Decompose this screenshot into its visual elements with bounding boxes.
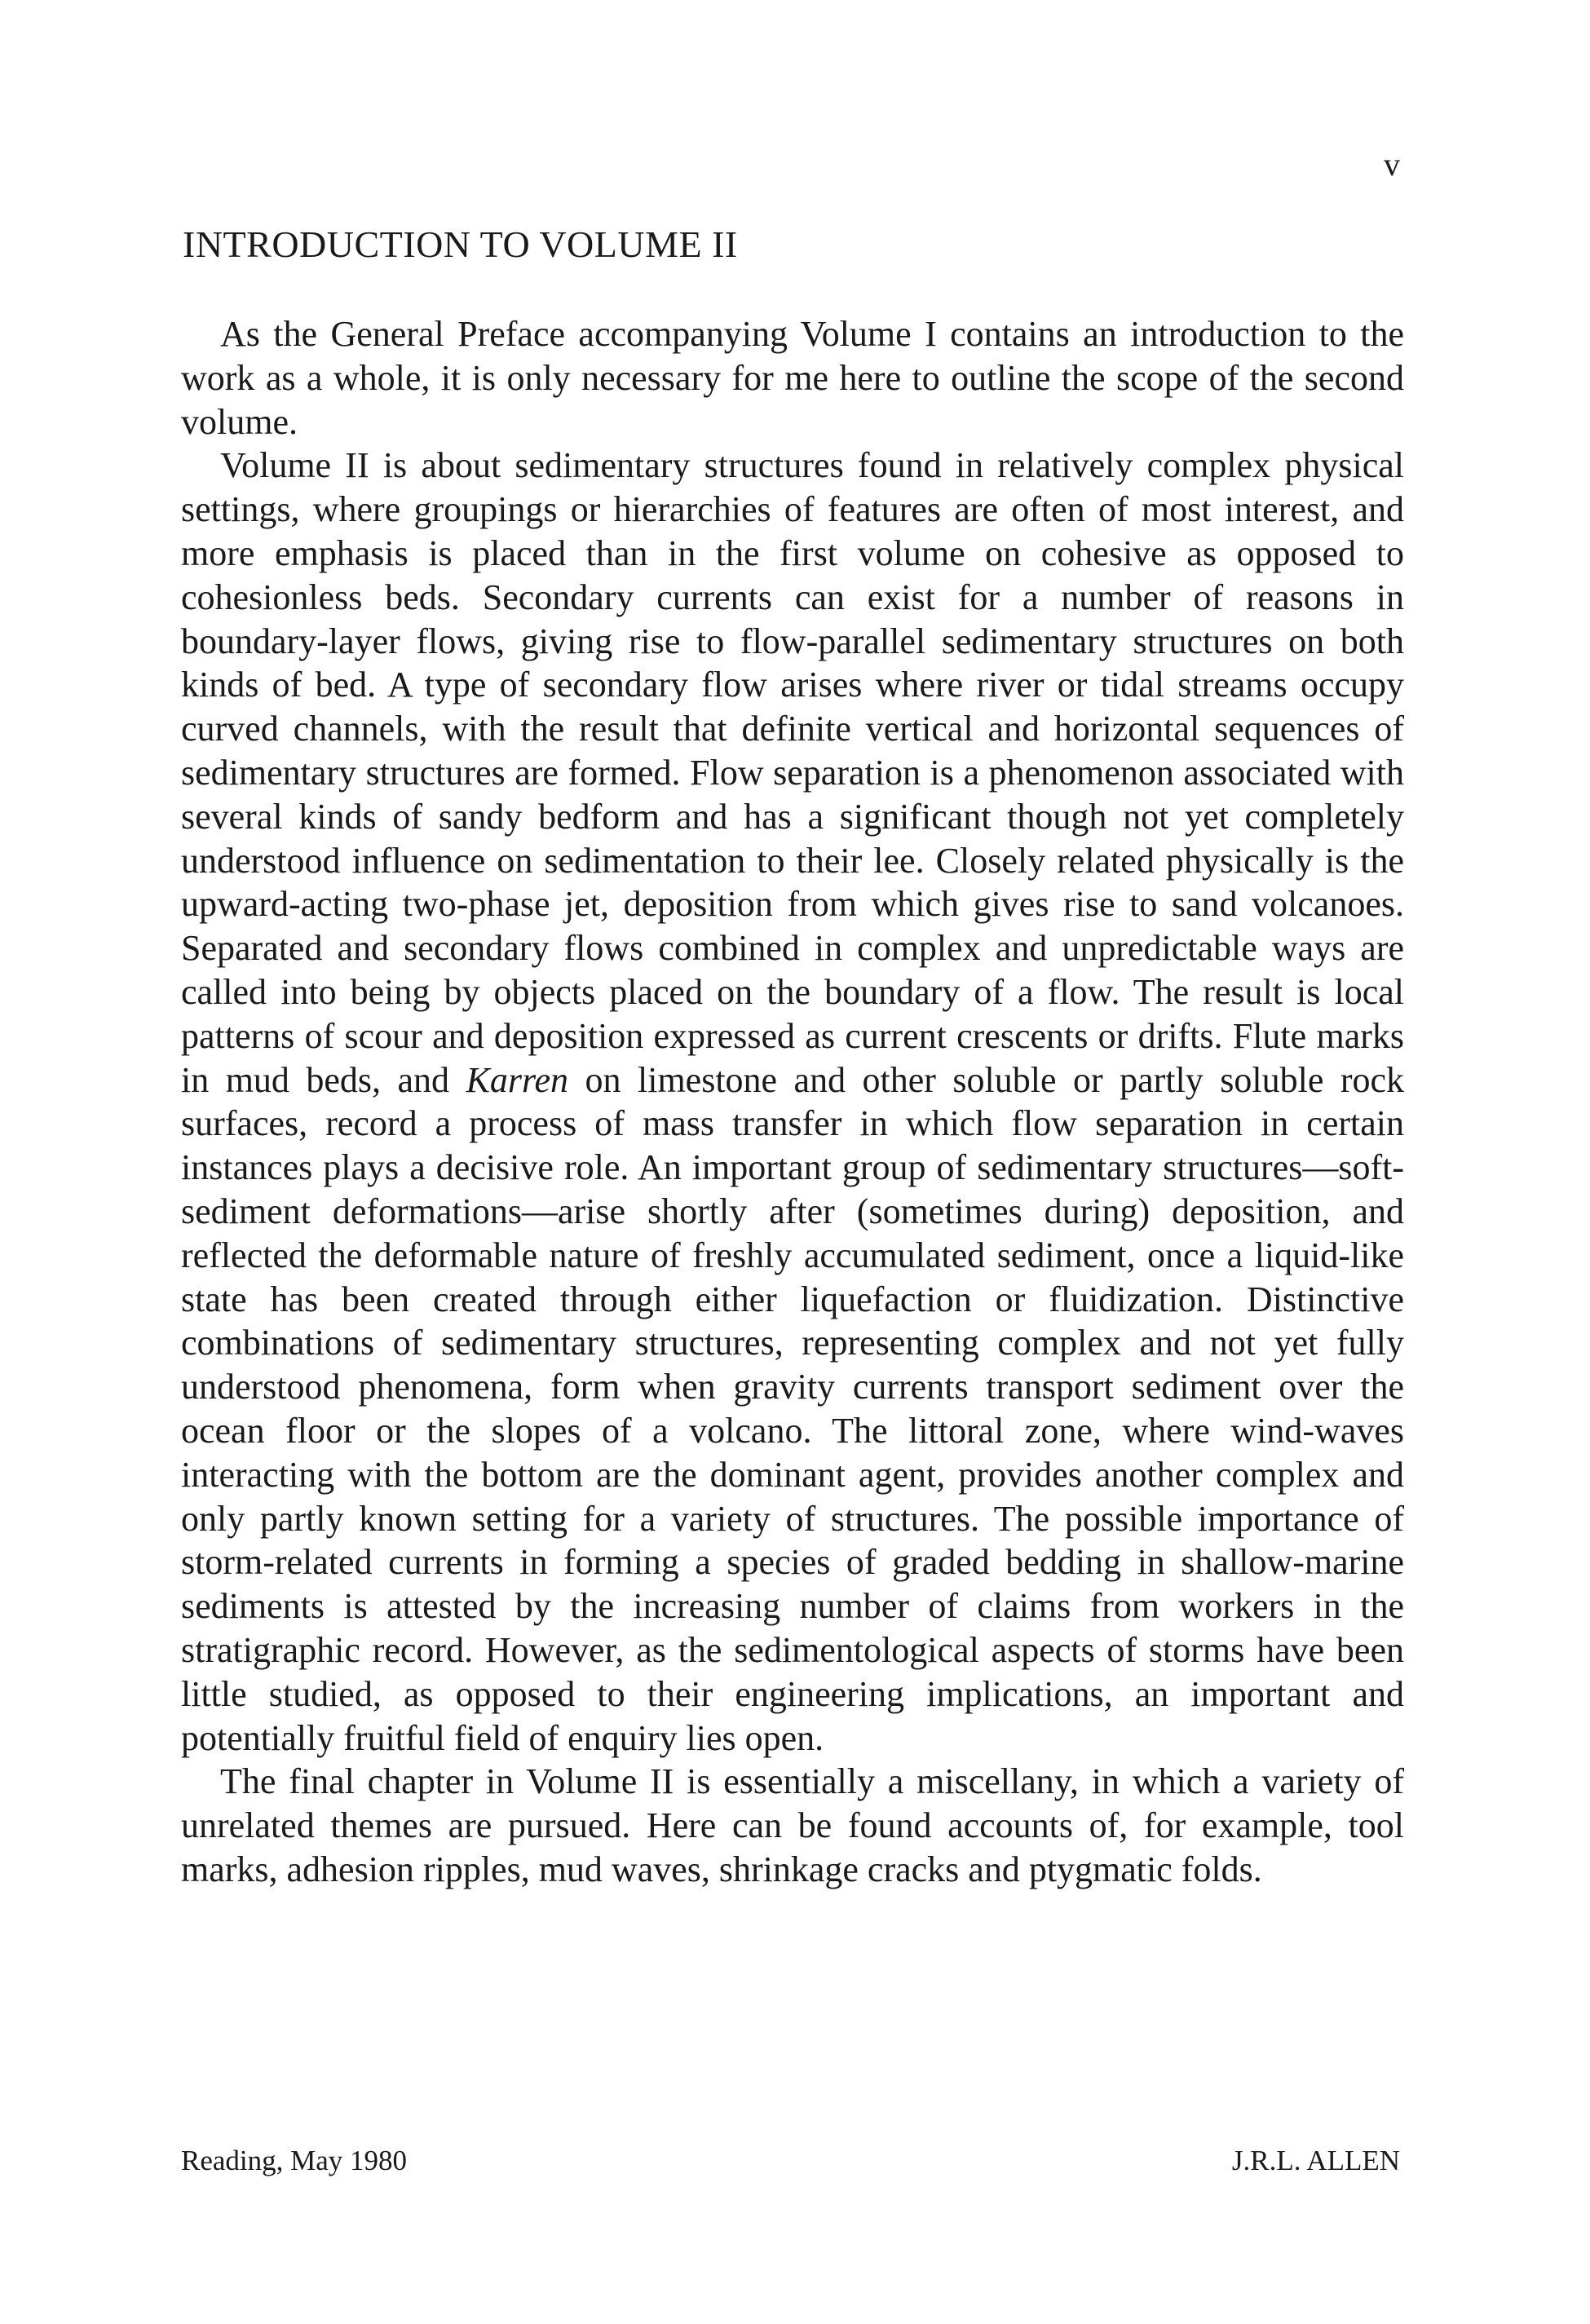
paragraph-3: The final chapter in Volume II is essentially a miscellany, in which a variety of unrelated themes are pursued. Here can be found accounts of, for example, tool marks, adhesion ripples, mud waves, shrinkage cracks and ptygmatic folds. xyxy=(181,1761,1404,1889)
page-number: v xyxy=(1384,146,1400,183)
karren-emphasis: Karren xyxy=(466,1059,569,1100)
footer-place-date: Reading, May 1980 xyxy=(181,2145,408,2176)
body-text xyxy=(181,312,1404,1892)
paragraph-2-continuation: on limestone and other soluble or partly soluble rock surfaces, record a process of mass transfer in which flow separation in certain instances plays a decisive role. An important group of sedimentary structures—soft-sediment deformations—arise shortly after (sometimes during) deposition, and reflected the deformable nature of freshly accumulated sediment, once a liquid-like state has been created through either liquefaction or fluidization. Distinctive combinations of sedimentary structures, representing complex and not yet fully understood phenomena, form when gravity currents transport sediment over the ocean floor or the slopes of a volcano. The littoral zone, where wind-waves interacting with the bottom are the dominant agent, provides another complex and only partly known setting for a variety of structures. The possible importance of storm-related currents in forming a species of graded bedding in shallow-marine sediments is attested by the increasing number of claims from workers in the stratigraphic record. However, as the sedimentological aspects of storms have been little studied, as opposed to their engineering implications, an important and potentially fruitful field of enquiry lies open. xyxy=(181,1059,1405,1758)
paragraph-2-text: Volume II is about sedimentary structures found in relatively complex physical settings, where groupings or hierarchies of features are often of most interest, and more emphasis is placed than in the first volume on cohesive as opposed to cohesionless beds. Secondary currents can exist for a number of reasons in boundary-layer flows, giving rise to flow-parallel sedimentary structures on both kinds of bed. A type of secondary flow arises where river or tidal streams occupy curved channels, with the result that definite vertical and horizontal sequences of sedimentary structures are formed. Flow separation is a phenomenon associated with several kinds of sandy bedform and has a significant though not yet completely understood influence on sedimentation to their lee. Closely related physically is the upward-acting two-phase jet, deposition from which gives rise to sand volcanoes. Separated and secondary flows combined in complex and unpredictable ways are called into being by objects placed on the boundary of a flow. The result is local patterns of scour and deposition expressed as current crescents or drifts. Flute marks in mud beds, and xyxy=(181,445,1404,1100)
footer-author: J.R.L. ALLEN xyxy=(1231,2145,1400,2176)
page-title: INTRODUCTION TO VOLUME II xyxy=(183,223,738,265)
paragraph-1: As the General Preface accompanying Volume I contains an introduction to the work as a whole, it is only necessary for me here to outline the scope of the second volume. xyxy=(181,314,1404,442)
paragraph-2 xyxy=(181,444,1404,1760)
